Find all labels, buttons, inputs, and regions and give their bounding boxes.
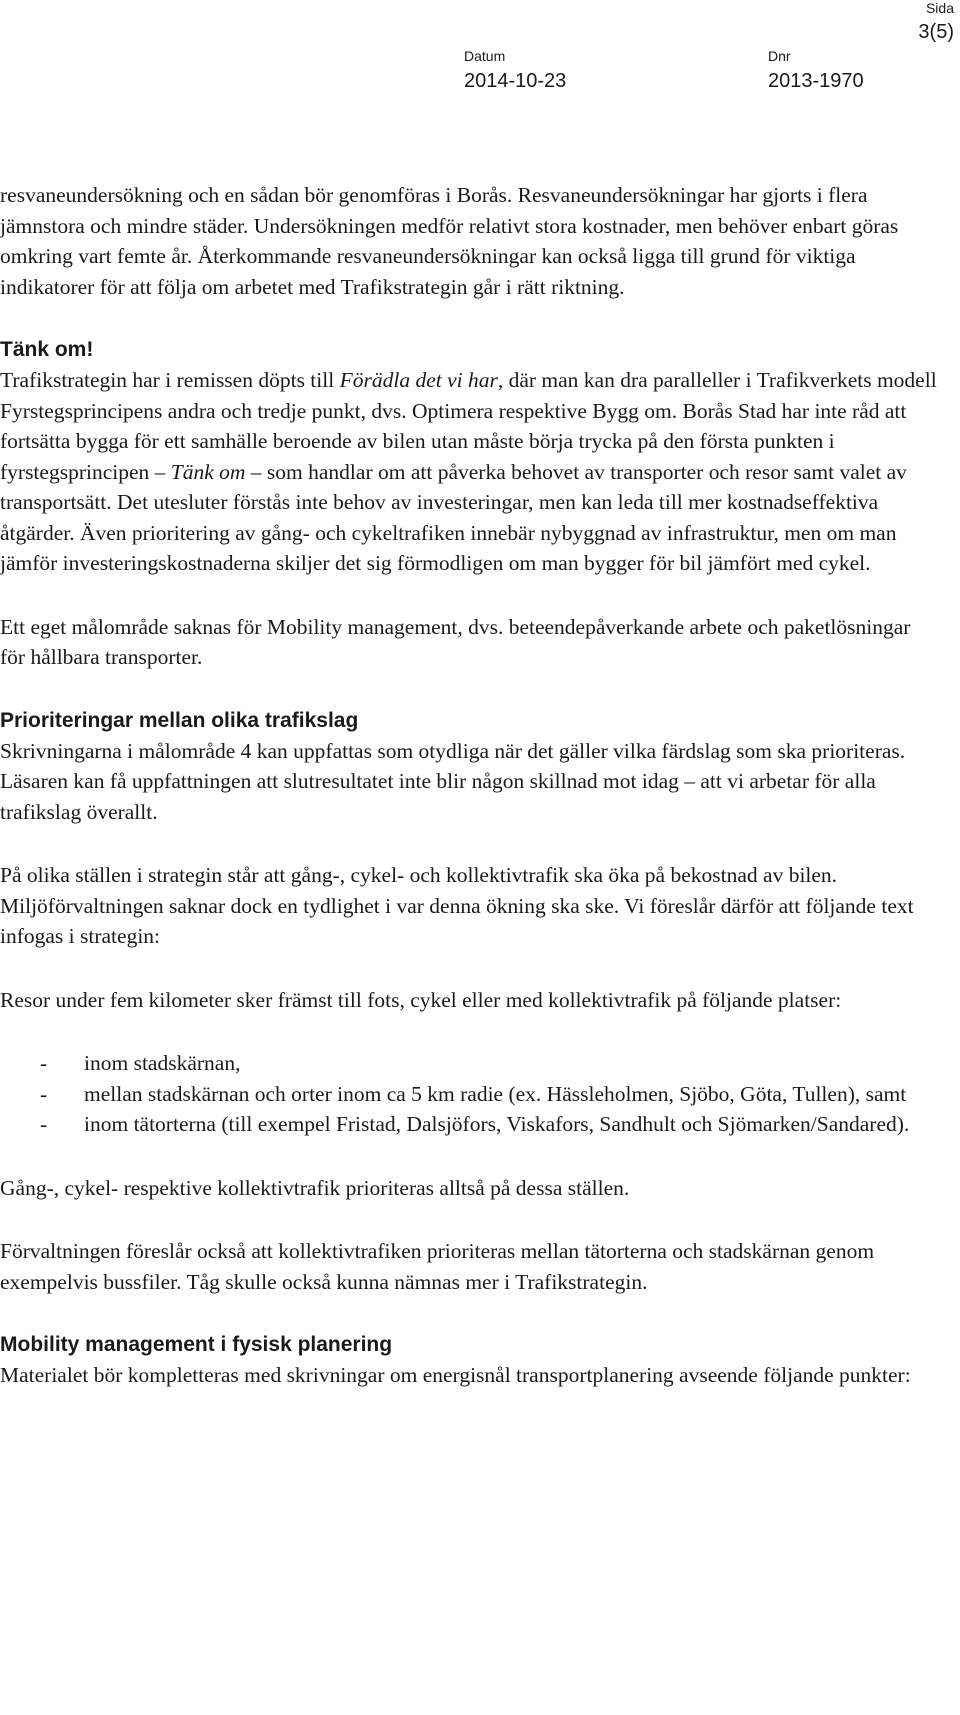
paragraph-prioriteras-alltsa: Gång-, cykel- respektive kollektivtrafik prioriteras alltså på dessa ställen. [0,1175,630,1200]
list-item [0,1109,940,1140]
paragraph-forvaltningen: Förvaltningen föreslår också att kollektivtrafiken prioriteras mellan tätorterna och stadskärnan genom exempelvis bussfiler. Tåg skulle också kunna nämnas mer i Trafikstrategin. [0,1239,875,1294]
p2-title-italic: Förädla det vi har [339,368,498,392]
paragraph-skrivningarna: Skrivningarna i målområde 4 kan uppfattas som otydliga när det gäller vilka färdslag som ska prioriteras. Läsaren kan få uppfattningen att slutresultatet inte blir någon skillnad mot idag – att vi arbetar för alla trafikslag överallt. [0,738,906,824]
paragraph-mobility-missing: Ett eget målområde saknas för Mobility management, dvs. beteendepåverkande arbete och paketlösningar för hållbara transporter. [0,614,911,669]
page-value: 3(5) [918,21,954,43]
paragraph-resvaneundersokning: resvaneundersökning och en sådan bör genomföras i Borås. Resvaneundersökningar har gjorts i flera jämnstora och mindre städer. Undersökningen medför relativt stora kostnader, men behöver enbart göras omkring vart femte år. Återkommande resvaneundersökningar kan också ligga till grund för viktiga indikatorer för att följa om arbetet med Trafikstrategin går i rätt riktning. [0,183,899,299]
list-dash: - [40,1081,48,1106]
page-number [918,0,954,44]
dnr-value: 2013-1970 [768,70,864,92]
date-label: Datum [464,48,506,64]
list-dash: - [40,1051,48,1075]
p2-part-e: – som handlar om att påverka behovet av transporter och resor samt valet av transportsätt. Det utesluter förstås inte behov av investeringar, men kan leda till mer kostnadseffektiva åtgärder. Även prioritering av gång- och cykeltrafiken innebär nybyggnad av infrastruktur, men om man jämför investeringskostnaderna skiljer det sig förmodligen om man bygger för bil jämfört med cykel. [0,459,907,575]
heading-prioriteringar: Prioriteringar mellan olika trafikslag [0,708,359,732]
list-item [0,1048,940,1079]
paragraph-olika-stallen: På olika ställen i strategin står att gång-, cykel- och kollektivtrafik ska öka på bekostnad av bilen. Miljöförvaltningen saknar dock en tydlighet i var denna ökning ska ske. Vi föreslår därför att följande text infogas i strategin: [0,863,914,948]
dnr-block [768,48,864,93]
date-block [464,48,566,93]
date-value: 2014-10-23 [464,70,567,92]
heading-mobility-management: Mobility management i fysisk planering [0,1333,393,1356]
document-body [0,180,940,1391]
paragraph-trafikstrategin [0,365,940,579]
heading-tank-om: Tänk om! [0,338,94,361]
paragraph-materialet: Materialet bör kompletteras med skrivningar om energisnål transportplanering avseende följande punkter: [0,1363,911,1387]
list-item-text: inom tätorterna (till exempel Fristad, Dalsjöfors, Viskafors, Sandhult och Sjömarken/Sandared). [84,1112,910,1136]
list-item-text: mellan stadskärnan och orter inom ca 5 km radie (ex. Hässleholmen, Sjöbo, Göta, Tullen), samt [84,1081,907,1106]
list-item [0,1079,940,1110]
p2-part-c: , där man kan dra paralleller i Trafikverkets modell Fyrstegsprincipens andra och tredje punkt, dvs. Optimera respektive Bygg om. Borås Stad har inte råd att fortsätta bygga för ett samhälle beroende av bilen utan måste börja trycka på den första punkten i fyrstegsprincipen – [0,368,937,484]
paragraph-resor-under: Resor under fem kilometer sker främst till fots, cykel eller med kollektivtrafik på följande platser: [0,987,842,1012]
list-item-text: inom stadskärnan, [84,1051,241,1075]
p2-part-a: Trafikstrategin har i remissen döpts till [0,368,340,392]
places-list [0,1048,940,1140]
page-label: Sida [925,0,954,16]
list-dash: - [40,1112,48,1136]
dnr-label: Dnr [768,48,791,64]
p2-tank-om-italic: Tänk om [170,459,246,484]
